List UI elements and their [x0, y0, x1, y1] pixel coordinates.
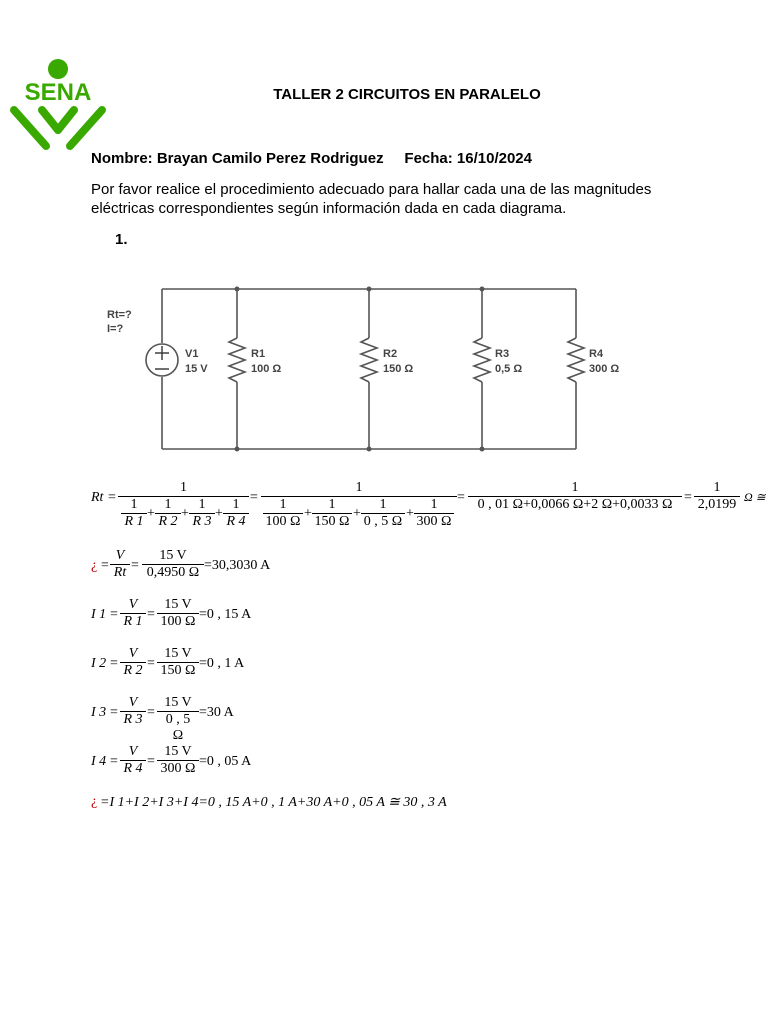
r3-name: R3	[495, 348, 510, 360]
rt-eq-2: =	[250, 490, 258, 505]
rt-equation: Rt = 1 1 R 1 + 1 R 2 + 1 R 3 + 1 R 4 = 1 1 100 Ω + 1 150 Ω + 1 0 , 5 Ω + 1 300 Ω = $\frac{1}{0 , 01 \Omega+0,0066 \Omega+2 \Omega+0,0033 \Omega}$ = $\frac{1}{2,0199}$ Ω ≅	[91, 480, 766, 529]
unknown-rt: Rt=?	[107, 309, 132, 321]
rt-frac4-den: 2,0199	[694, 496, 740, 513]
rt-tail: Ω ≅	[744, 490, 766, 504]
source-value: 15 V	[185, 363, 208, 375]
r4-name: R4	[589, 348, 604, 360]
rt-eq-4: =	[684, 490, 692, 505]
rt-eq-1: =	[108, 490, 116, 505]
parallel-circuit-diagram	[100, 280, 640, 460]
i4-equation: I 4 = $\frac{V}{R 4}$ = $\frac{15 V}{300 \Omega}$ =0 , 05 A	[91, 744, 252, 776]
i1-equation: I 1 = $\frac{V}{R 1}$ = $\frac{15 V}{100 \Omega}$ =0 , 15 A	[91, 597, 252, 629]
rt-frac1-num: 1	[180, 480, 187, 495]
r3-value: 0,5 Ω	[495, 363, 523, 375]
instructions: Por favor realice el procedimiento adecuado para hallar cada una de las magnitudes eléctricas correspondientes según información dada en cada diagrama.	[91, 181, 652, 217]
resistor-r4-symbol	[568, 338, 584, 382]
i2-equation: I 2 = $\frac{V}{R 2}$ = $\frac{15 V}{150 \Omega}$ =0 , 1 A	[91, 646, 245, 678]
sena-logo	[6, 58, 110, 152]
r2-value: 150 Ω	[383, 363, 414, 375]
sum-equation: ¿ =I 1+I 2+I 3+I 4=0 , 15 A+0 , 1 A+30 A+0 , 05 A ≅ 30 , 3 A	[91, 794, 447, 810]
r1-value: 100 Ω	[251, 363, 282, 375]
rt-lhs: Rt	[91, 490, 104, 505]
r4-value: 300 Ω	[589, 363, 620, 375]
i-total-equation: ¿ = $\frac{V}{Rt}$ = $\frac{15 V}{0,4950 \Omega}$ =30,3030 A	[91, 548, 271, 580]
rt-frac3-num: 1	[571, 480, 579, 495]
resistor-r2-symbol	[361, 338, 377, 382]
sena-logo-text: SENA	[24, 79, 92, 106]
i3-equation: I 3 = $\frac{V}{R 3}$ = $\frac{15 V}{0 , 5 \Omega}$ =30 A	[91, 695, 234, 743]
document-title: TALLER 2 CIRCUITOS EN PARALELO	[273, 86, 541, 103]
r1-name: R1	[251, 348, 266, 360]
unknown-i: I=?	[107, 323, 124, 335]
source-name: V1	[185, 348, 199, 360]
resistor-r3-symbol	[474, 338, 490, 382]
item-number: 1.	[115, 231, 128, 248]
r2-name: R2	[383, 348, 398, 360]
i-total-result: =30,3030 A	[204, 558, 271, 573]
i-total-lhs: ¿	[91, 558, 98, 573]
rt-eq-3: =	[457, 490, 465, 505]
rt-frac2-num: 1	[355, 480, 363, 495]
resistor-r1-symbol	[229, 338, 245, 382]
rt-frac3-den: 0 , 01 Ω+0,0066 Ω+2 Ω+0,0033 Ω	[468, 496, 682, 513]
name-date-line: Nombre: Brayan Camilo Perez Rodriguez Fecha: 16/10/2024	[91, 150, 532, 167]
rt-frac4-num: 1	[713, 480, 721, 495]
